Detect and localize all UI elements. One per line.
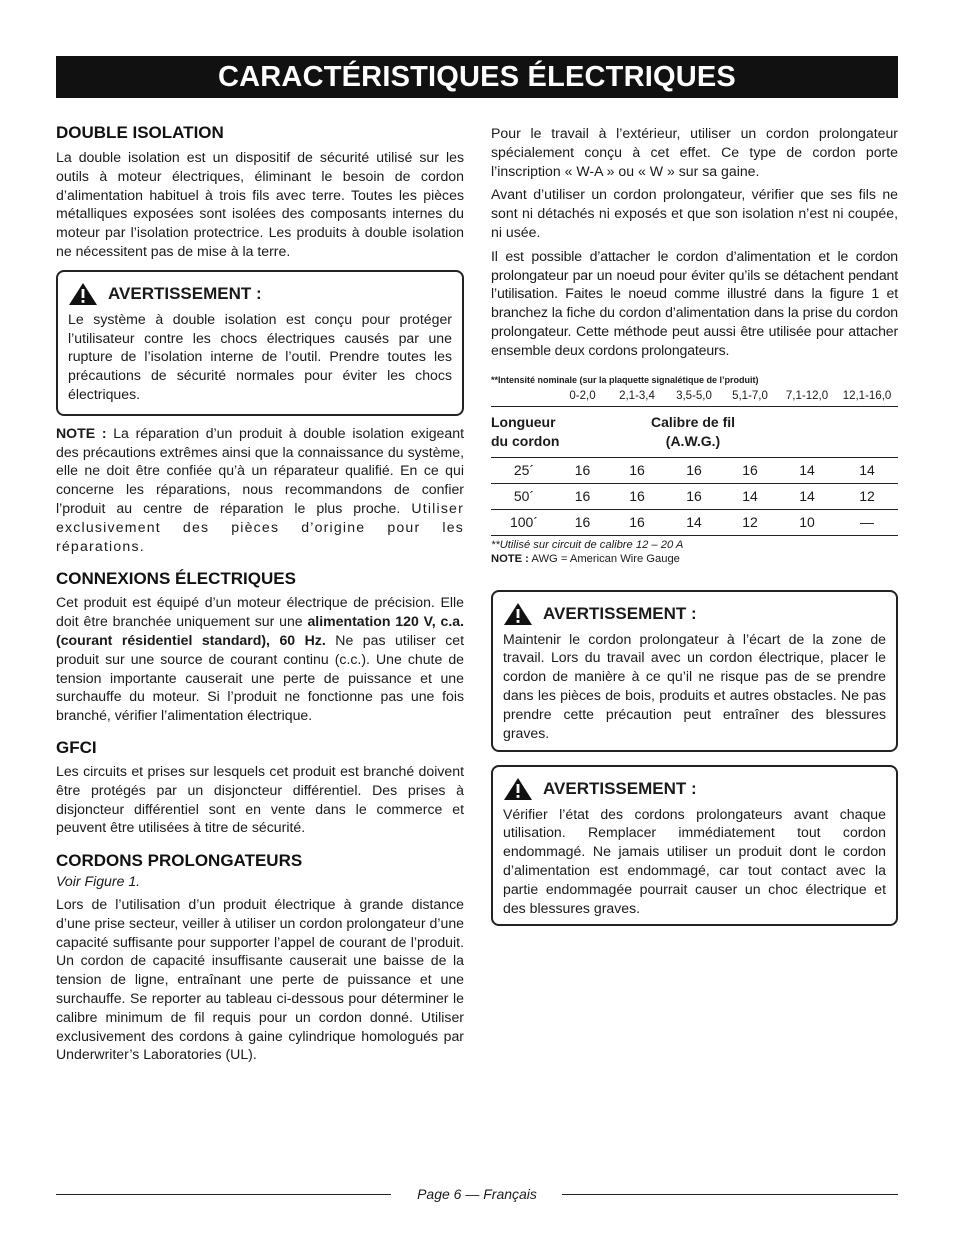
cordons-text: Lors de l’utilisation d’un produit électrique à grande distance d’une prise secteur, veiller à utiliser un cordon prolongateur d’une capacité suffisante pour supporter l’appel de courant de l’produit. Un cordon de capacité insuffisante causerait une baisse de la tension de ligne, entraînant une perte de puissance et une surchauffe. Se reporter au tableau ci-dessous pour déterminer le calibre minimum de fil requis pour un cordon donné. Utiliser exclusivement des cordons à gaine cylindrique homologués par Underwriter’s Laboratories (UL). bbox=[56, 895, 464, 1063]
heading-gfci: GFCI bbox=[56, 737, 97, 757]
page-title: CARACTÉRISTIQUES ÉLECTRIQUES bbox=[218, 60, 736, 93]
warning-heading: AVERTISSEMENT : bbox=[543, 778, 697, 798]
gauge-cell: 16 bbox=[722, 457, 778, 483]
range-cell: 7,1-12,0 bbox=[778, 386, 836, 407]
connexions-text-post: Ne pas utiliser cet produit sur une source de courant continu (c.c.). Une chute de tension importante causerait une perte de puissance et une surchauffe du moteur. Si l’produit ne fonctionne pas une fois branché, vérifier l’alimentation électrique. bbox=[56, 631, 464, 724]
range-cell: 5,1-7,0 bbox=[722, 386, 778, 407]
range-cell: 3,5-5,0 bbox=[666, 386, 722, 407]
rating-note: **Intensité nominale (sur la plaquette signalétique de l’produit) bbox=[491, 374, 759, 385]
warning-triangle-icon bbox=[68, 282, 98, 306]
header-blank bbox=[778, 406, 898, 457]
warning-triangle-icon bbox=[503, 602, 533, 626]
table-footnote: **Utilisé sur circuit de calibre 12 – 20 A bbox=[491, 538, 684, 551]
double-isolation-text: La double isolation est un dispositif de sécurité utilisé sur les outils à moteur électriques, éliminant le besoin de cordon d’alimentation habituel à trois fils avec terre. Toutes les pièces métalliques exposées sont isolées des composants internes du moteur par l’isolation protectrice. Les produits à double isolation ne nécessitent pas de mise à la terre. bbox=[56, 149, 464, 259]
see-figure: Voir Figure 1. bbox=[56, 873, 141, 890]
gauge-cell: 12 bbox=[722, 509, 778, 535]
connexions-text-bold: alimentation 120 V, c.a. (courant résidentiel standard), 60 Hz. bbox=[56, 613, 464, 648]
footer-rule-right bbox=[562, 1194, 898, 1195]
table-row bbox=[491, 457, 898, 483]
header-gauge: Calibre de fil (A.W.G.) bbox=[608, 406, 778, 457]
warning-text: Vérifier l’état des cordons prolongateurs avant chaque utilisation. Remplacer immédiatement tout cordon endommagé. Ne jamais utiliser un produit dont le cordon d’alimentation est endommagé, car tout contact avec la partie endommagée pourrait causer un choc électrique et des blessures graves. bbox=[503, 805, 886, 916]
warning-heading: AVERTISSEMENT : bbox=[108, 283, 262, 303]
gauge-cell: 14 bbox=[666, 509, 722, 535]
gauge-cell: 16 bbox=[666, 457, 722, 483]
gauge-cell: 16 bbox=[608, 457, 666, 483]
header-length: Longueur du cordon bbox=[491, 406, 608, 457]
note-text-2: Utiliser exclusivement des pièces d’origine pour les réparations. bbox=[56, 499, 464, 554]
range-cell: 2,1-3,4 bbox=[608, 386, 666, 407]
cord-gauge-table bbox=[491, 386, 898, 536]
warning-box-cord-check bbox=[491, 765, 898, 926]
gauge-cell: 16 bbox=[557, 509, 608, 535]
table-row bbox=[491, 509, 898, 535]
range-blank bbox=[491, 386, 557, 407]
length-cell: 100´ bbox=[491, 509, 557, 535]
right-column bbox=[491, 124, 898, 926]
heading-connexions: CONNEXIONS ÉLECTRIQUES bbox=[56, 569, 296, 589]
knot-paragraph: Il est possible d’attacher le cordon d’alimentation et le cordon prolongateur par un noeud pour éviter qu’ils se détachent pendant l’utilisation. Faites le noeud comme illustré dans la figure 1 et branchez la fiche du cordon d’alimentation dans la prise du cordon prolongateur. Cette méthode peut aussi être utilisée pour attacher ensemble deux cordons prolongateurs. bbox=[491, 247, 898, 358]
footer-page-label: Page 6 — Français bbox=[417, 1186, 537, 1202]
inspection-paragraph: Avant d’utiliser un cordon prolongateur, vérifier que ses fils ne sont ni détachés ni exposés et que son isolation n’est ni coupée, ni usée. bbox=[491, 186, 898, 240]
note-paragraph bbox=[56, 424, 464, 556]
connexions-text-pre: Cet produit est équipé d’un moteur électrique de précision. Elle doit être branchée uniquement sur une bbox=[56, 594, 464, 630]
table-row bbox=[491, 483, 898, 509]
table-header-row bbox=[491, 406, 898, 457]
warning-box-double-isolation bbox=[56, 270, 464, 416]
gauge-cell: 14 bbox=[778, 483, 836, 509]
gauge-cell: 16 bbox=[608, 483, 666, 509]
range-cell: 0-2,0 bbox=[557, 386, 608, 407]
warning-box-work-area bbox=[491, 590, 898, 752]
gauge-cell: — bbox=[836, 509, 898, 535]
gauge-cell: 10 bbox=[778, 509, 836, 535]
left-column bbox=[56, 122, 464, 1064]
gauge-cell: 12 bbox=[836, 483, 898, 509]
table-range-row bbox=[491, 386, 898, 407]
gfci-text: Les circuits et prises sur lesquels cet produit est branché doivent être protégés par un disjoncteur différentiel. Des prises à disjoncteur différentiel sont en vente dans le commerce et peuvent être utilisées à titre de sécurité. bbox=[56, 762, 464, 836]
table-note bbox=[491, 552, 898, 566]
heading-double-isolation: DOUBLE ISOLATION bbox=[56, 123, 224, 142]
length-cell: 25´ bbox=[491, 457, 557, 483]
note-text: La réparation d’un produit à double isolation exigeant des précautions extrêmes ainsi que la connaissance du système, elle ne doit être confiée qu’à un réparateur qualifié. En ce qui concerne les réparations, nous recommandons de confier l’produit au centre de réparation le plus proche. bbox=[56, 424, 464, 516]
page-title-bar bbox=[56, 56, 898, 98]
heading-cordons: CORDONS PROLONGATEURS bbox=[56, 851, 303, 871]
warning-triangle-icon bbox=[503, 777, 533, 801]
warning-text: Maintenir le cordon prolongateur à l’écart de la zone de travail. Lors du travail avec un cordon électrique, placer le cordon de manière à ce qu’il ne risque pas de se prendre dans les pièces de bois, produits et autres obstacles. Ne pas prendre cette précaution peut entraîner des blessures graves. bbox=[503, 630, 886, 741]
gauge-cell: 16 bbox=[608, 509, 666, 535]
gauge-cell: 16 bbox=[557, 483, 608, 509]
gauge-cell: 14 bbox=[836, 457, 898, 483]
table-note-text: AWG = American Wire Gauge bbox=[528, 552, 680, 565]
gauge-cell: 14 bbox=[778, 457, 836, 483]
outdoor-paragraph: Pour le travail à l’extérieur, utiliser un cordon prolongateur spécialement conçu à cet effet. Ce type de cordon porte l’inscription « W-A » ou « W » sur sa gaine. bbox=[491, 125, 898, 179]
table-note-label: NOTE : bbox=[491, 552, 529, 565]
warning-heading: AVERTISSEMENT : bbox=[543, 603, 697, 623]
gauge-cell: 14 bbox=[722, 483, 778, 509]
note-label: NOTE : bbox=[56, 424, 107, 441]
page-footer bbox=[56, 1186, 898, 1202]
gauge-cell: 16 bbox=[666, 483, 722, 509]
length-cell: 50´ bbox=[491, 483, 557, 509]
connexions-text bbox=[56, 593, 464, 725]
gauge-cell: 16 bbox=[557, 457, 608, 483]
range-cell: 12,1-16,0 bbox=[836, 386, 898, 407]
warning-text: Le système à double isolation est conçu pour protéger l’utilisateur contre les chocs électriques causés par une rupture de l’isolation interne de l’outil. Prendre toutes les précautions de sécurité normales pour éviter les chocs électriques. bbox=[68, 310, 452, 402]
